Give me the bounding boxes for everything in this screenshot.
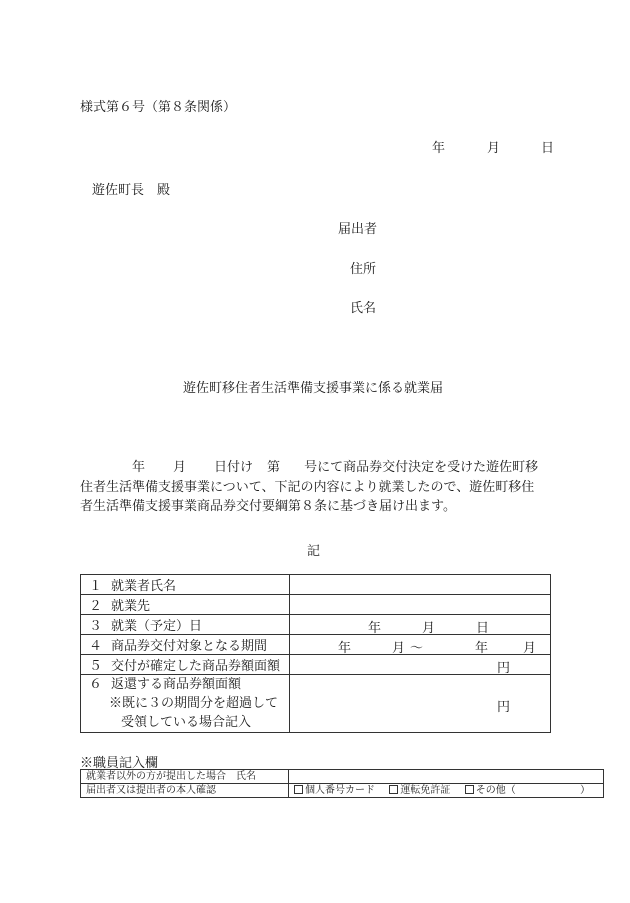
confirmed-amount-cell[interactable]: 円 — [290, 655, 551, 675]
table-row — [81, 784, 604, 798]
staff-heading: ※職員記入欄 — [80, 756, 159, 771]
identity-check-label: 届出者又は提出者の本人確認 — [81, 784, 289, 798]
body-line-1 — [80, 458, 558, 478]
option-drivers-license: 運転免許証 — [400, 785, 451, 796]
date-month: 月 — [487, 141, 501, 156]
option-other: その他（ — [475, 785, 516, 796]
body-no: 第 — [267, 460, 281, 475]
body-dated: 日付け — [214, 460, 254, 475]
row-label: ６ 返還する商品券額面額 ※既に３の期間分を超過して 受領している場合記入 — [81, 675, 290, 733]
addressee: 遊佐町長 殿 — [92, 183, 171, 198]
body-month: 月 — [173, 460, 187, 475]
details-table — [80, 574, 551, 733]
form-number: 様式第６号（第８条関係） — [80, 100, 237, 115]
body-line-1-rest: 号にて商品券交付決定を受けた遊佐町移 — [304, 460, 539, 475]
checkbox[interactable] — [389, 785, 398, 794]
table-row — [81, 615, 551, 635]
body-line-3: 者生活準備支援事業商品券交付要綱第８条に基づき届け出ます。 — [80, 499, 456, 514]
staff-table — [80, 769, 604, 798]
document-title: 遊佐町移住者生活準備支援事業に係る就業届 — [183, 381, 444, 396]
row-label: １ 就業者氏名 — [81, 575, 290, 595]
proxy-name-label: 就業者以外の方が提出した場合 氏名 — [81, 770, 289, 784]
proxy-name-cell[interactable] — [289, 770, 604, 784]
option-other-close: ） — [580, 785, 591, 796]
employer-cell[interactable] — [290, 595, 551, 615]
table-row — [81, 770, 604, 784]
body-line-2: 住者生活準備支援事業について、下記の内容により就業したので、遊佐町移住 — [80, 479, 535, 495]
table-row — [81, 635, 551, 655]
identity-check-options — [289, 784, 604, 798]
eligible-period-cell[interactable]: 年 月 ～ 年 月 — [290, 635, 551, 655]
table-row — [81, 595, 551, 615]
refund-amount-cell[interactable]: 円 — [290, 675, 551, 733]
table-row — [81, 575, 551, 595]
row-label: ４ 商品券交付対象となる期間 — [81, 635, 290, 655]
employee-name-cell[interactable] — [290, 575, 551, 595]
date-year: 年 — [432, 141, 446, 156]
name-label: 氏名 — [350, 301, 377, 316]
table-row — [81, 675, 551, 733]
checkbox[interactable] — [465, 785, 474, 794]
body-text — [80, 458, 558, 517]
body-year: 年 — [132, 460, 146, 475]
table-row — [81, 655, 551, 675]
employment-date-cell[interactable]: 年 月 日 — [290, 615, 551, 635]
row-label: ２ 就業先 — [81, 595, 290, 615]
option-my-number-card: 個人番号カード — [305, 785, 375, 796]
address-label: 住所 — [350, 262, 377, 277]
row-label: ５ 交付が確定した商品券額面額 — [81, 655, 290, 675]
applicant-label: 届出者 — [338, 222, 378, 237]
date-day: 日 — [541, 141, 555, 156]
checkbox[interactable] — [294, 785, 303, 794]
note-heading: 記 — [307, 544, 321, 559]
row-label: ３ 就業（予定）日 — [81, 615, 290, 635]
